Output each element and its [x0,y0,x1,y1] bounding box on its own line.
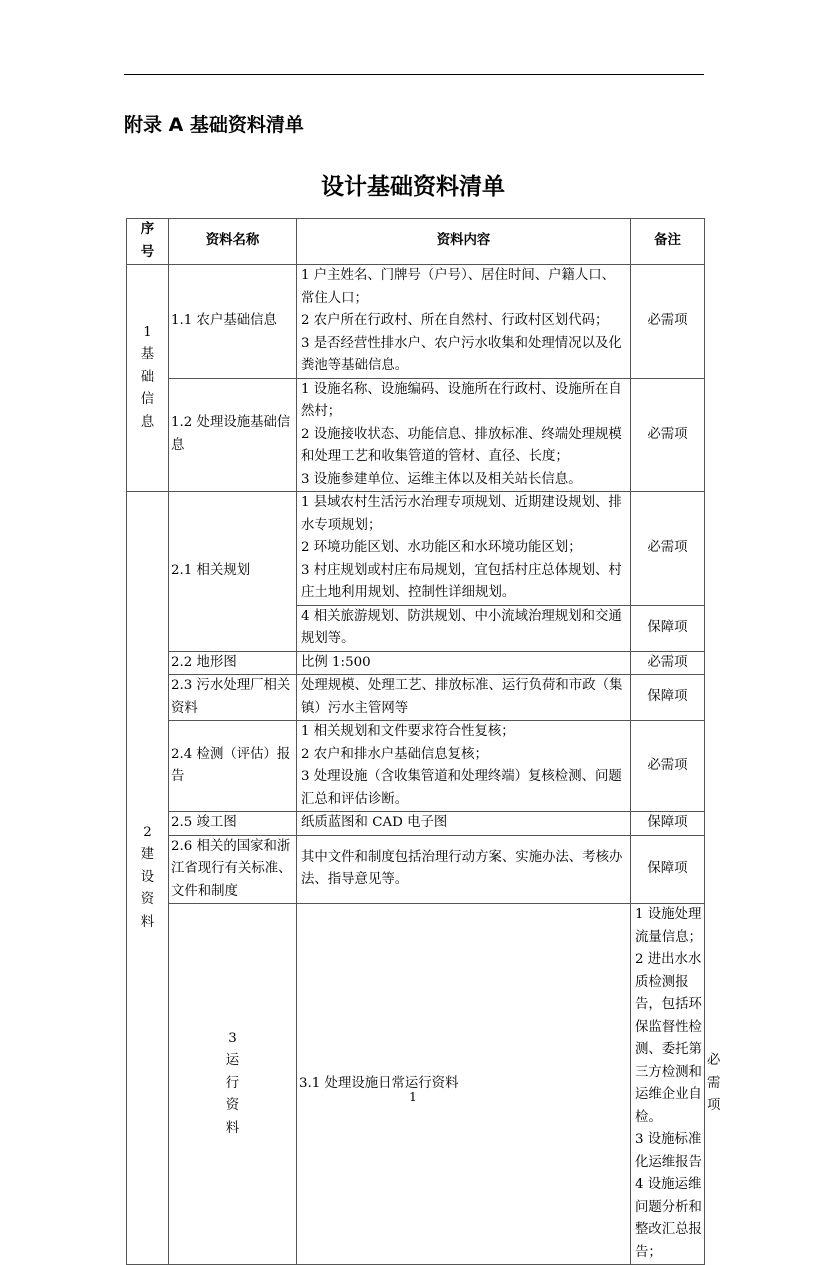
item-name: 2.6 相关的国家和浙江省现行有关标准、文件和制度 [169,835,297,904]
item-note: 保障项 [631,675,705,721]
item-note: 必需项 [631,492,705,606]
table-row [127,378,705,492]
item-name: 2.5 竣工图 [169,812,297,836]
header-seq: 序 号 [127,219,169,265]
materials-table [126,218,721,1265]
item-name: 2.3 污水处理厂相关资料 [169,675,297,721]
table-row [127,651,705,675]
table-row [127,812,705,836]
item-note: 必需项 [631,651,705,675]
item-note: 保障项 [631,835,705,904]
item-content: 比例 1:500 [297,651,631,675]
item-content: 1 县域农村生活污水治理专项规划、近期建设规划、排水专项规划； 2 环境功能区划、水功能区和水环境功能区划； 3 村庄规划或村庄布局规划，宜包括村庄总体规划、村庄土地利用规划、控制性详细规划。 [297,492,631,606]
table-row: 3 运 行 资 料 3.1 处理设施日常运行资料 1 设施处理流量信息； 2 进出水水质检测报告，包括环保监督性检测、委托第三方检测和运维企业自检。 3 设施标准化运维报告 4 设施运维问题分析和整改汇总报告； 必需项 [127,904,705,1265]
header-content: 资料内容 [297,219,631,265]
item-name: 1.2 处理设施基础信息 [169,378,297,492]
item-content: 纸质蓝图和 CAD 电子图 [297,812,631,836]
item-content: 处理规模、处理工艺、排放标准、运行负荷和市政（集镇）污水主管网等 [297,675,631,721]
item-note: 必需项 [631,721,705,812]
table-row [127,675,705,721]
item-content: 1 设施处理流量信息； 2 进出水水质检测报告，包括环保监督性检测、委托第三方检测和运维企业自检。 3 设施标准化运维报告 4 设施运维问题分析和整改汇总报告； [631,904,705,1265]
item-note: 必需项 [631,378,705,492]
table-row [127,721,705,812]
group-seq-2: 2 建 设 资 料 [127,492,169,1265]
table-row [127,492,705,606]
item-name: 2.1 相关规划 [169,492,297,652]
header-rule [124,74,704,75]
table-header-row [127,219,705,265]
item-name: 1.1 农户基础信息 [169,265,297,379]
group-seq-1: 1 基 础 信 息 [127,265,169,492]
item-content: 1 户主姓名、门牌号（户号）、居住时间、户籍人口、常住人口； 2 农户所在行政村、所在自然村、行政村区划代码； 3 是否经营性排水户、农户污水收集和处理情况以及化粪池等基础信息。 [297,265,631,379]
appendix-title: 附录 A 基础资料清单 [124,114,304,136]
table-row [127,835,705,904]
item-note: 保障项 [631,605,705,651]
header-name: 资料名称 [169,219,297,265]
page-number: 1 [409,1090,417,1104]
table-row [127,265,705,379]
item-content: 4 相关旅游规划、防洪规划、中小流域治理规划和交通规划等。 [297,605,631,651]
group-seq-3: 3 运 行 资 料 [169,904,297,1265]
item-name: 2.4 检测（评估）报告 [169,721,297,812]
item-content: 1 相关规划和文件要求符合性复核； 2 农户和排水户基础信息复核； 3 处理设施（含收集管道和处理终端）复核检测、问题汇总和评估诊断。 [297,721,631,812]
header-note: 备注 [631,219,705,265]
item-name: 2.2 地形图 [169,651,297,675]
table-title: 设计基础资料清单 [321,174,505,200]
item-content: 1 设施名称、设施编码、设施所在行政村、设施所在自然村； 2 设施接收状态、功能信息、排放标准、终端处理规模和处理工艺和收集管道的管材、直径、长度； 3 设施参建单位、运维主体以及相关站长信息。 [297,378,631,492]
item-note: 保障项 [631,812,705,836]
item-note: 必需项 [631,265,705,379]
item-content: 其中文件和制度包括治理行动方案、实施办法、考核办法、指导意见等。 [297,835,631,904]
item-name: 3.1 处理设施日常运行资料 [297,904,631,1265]
